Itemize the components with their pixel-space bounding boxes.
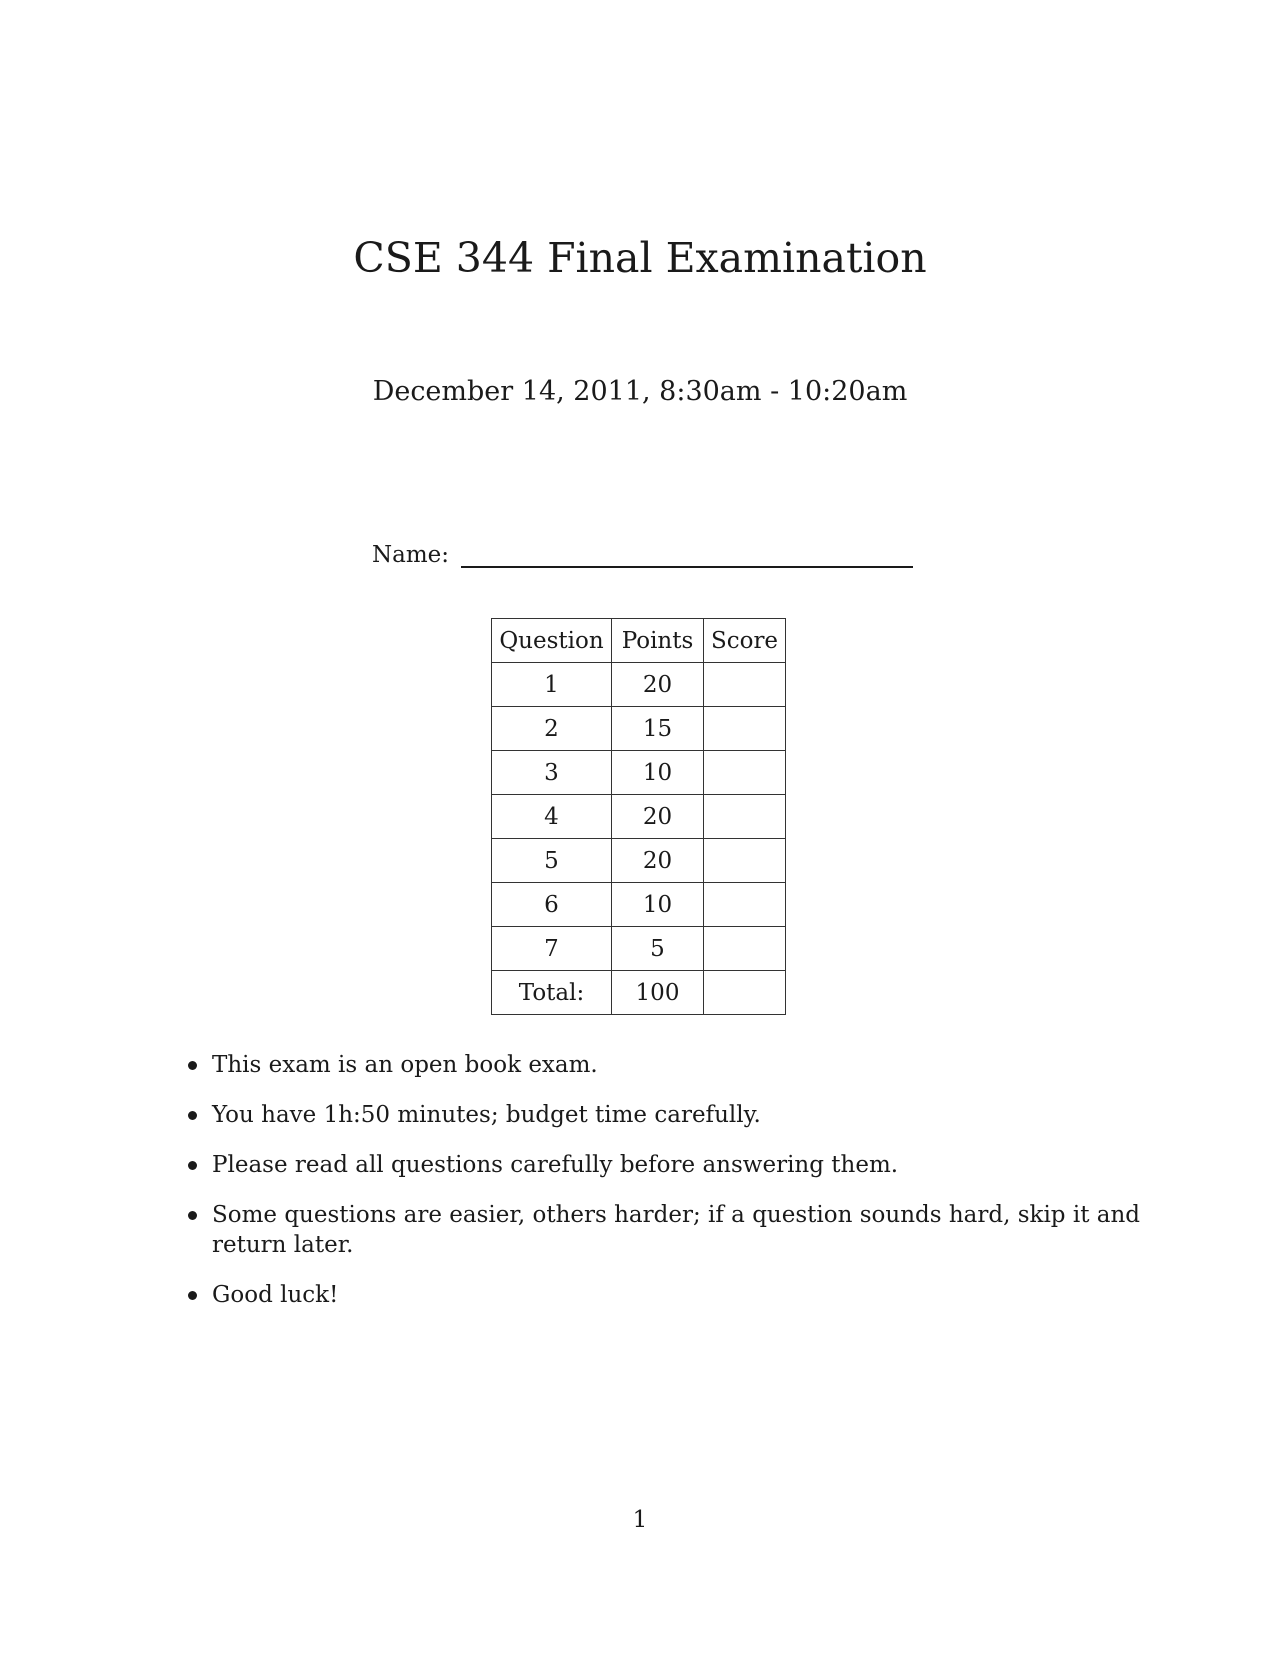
table-row xyxy=(492,663,786,707)
bullet-icon xyxy=(188,1211,197,1220)
instruction-text: Good luck! xyxy=(212,1282,339,1308)
question-points: 20 xyxy=(612,663,704,707)
header-points: Points xyxy=(612,619,704,663)
name-label: Name: xyxy=(372,542,450,568)
table-row xyxy=(492,795,786,839)
question-score[interactable] xyxy=(704,927,786,971)
instructions-list xyxy=(188,1050,1148,1330)
question-score[interactable] xyxy=(704,751,786,795)
question-score[interactable] xyxy=(704,663,786,707)
question-number: 3 xyxy=(492,751,612,795)
question-number: 5 xyxy=(492,839,612,883)
instruction-text: Some questions are easier, others harder; if a question sounds hard, skip it and return later. xyxy=(212,1202,1140,1258)
question-number: 6 xyxy=(492,883,612,927)
question-score[interactable] xyxy=(704,707,786,751)
instruction-text: This exam is an open book exam. xyxy=(212,1052,598,1078)
question-number: 2 xyxy=(492,707,612,751)
question-score[interactable] xyxy=(704,839,786,883)
total-score[interactable] xyxy=(704,971,786,1015)
total-label: Total: xyxy=(492,971,612,1015)
header-question: Question xyxy=(492,619,612,663)
list-item xyxy=(188,1200,1148,1260)
question-score[interactable] xyxy=(704,795,786,839)
list-item xyxy=(188,1280,1148,1310)
bullet-icon xyxy=(188,1061,197,1070)
exam-title: CSE 344 Final Examination xyxy=(353,234,927,282)
question-points: 20 xyxy=(612,795,704,839)
question-score[interactable] xyxy=(704,883,786,927)
name-blank-line[interactable] xyxy=(461,544,913,568)
bullet-icon xyxy=(188,1111,197,1120)
question-number: 7 xyxy=(492,927,612,971)
table-total-row xyxy=(492,971,786,1015)
question-points: 5 xyxy=(612,927,704,971)
bullet-icon xyxy=(188,1161,197,1170)
list-item xyxy=(188,1150,1148,1180)
question-points: 10 xyxy=(612,751,704,795)
list-item xyxy=(188,1100,1148,1130)
question-points: 15 xyxy=(612,707,704,751)
table-row xyxy=(492,883,786,927)
table-header-row xyxy=(492,619,786,663)
header-score: Score xyxy=(704,619,786,663)
table-row xyxy=(492,839,786,883)
score-table xyxy=(491,618,786,1015)
table-row xyxy=(492,707,786,751)
question-number: 4 xyxy=(492,795,612,839)
page-number: 1 xyxy=(632,1507,648,1533)
table-row xyxy=(492,751,786,795)
bullet-icon xyxy=(188,1291,197,1300)
instruction-text: You have 1h:50 minutes; budget time carefully. xyxy=(212,1102,761,1128)
question-number: 1 xyxy=(492,663,612,707)
exam-date: December 14, 2011, 8:30am - 10:20am xyxy=(372,376,908,407)
question-points: 20 xyxy=(612,839,704,883)
list-item xyxy=(188,1050,1148,1080)
question-points: 10 xyxy=(612,883,704,927)
instruction-text: Please read all questions carefully before answering them. xyxy=(212,1152,899,1178)
table-row xyxy=(492,927,786,971)
total-points: 100 xyxy=(612,971,704,1015)
name-field xyxy=(372,534,913,568)
